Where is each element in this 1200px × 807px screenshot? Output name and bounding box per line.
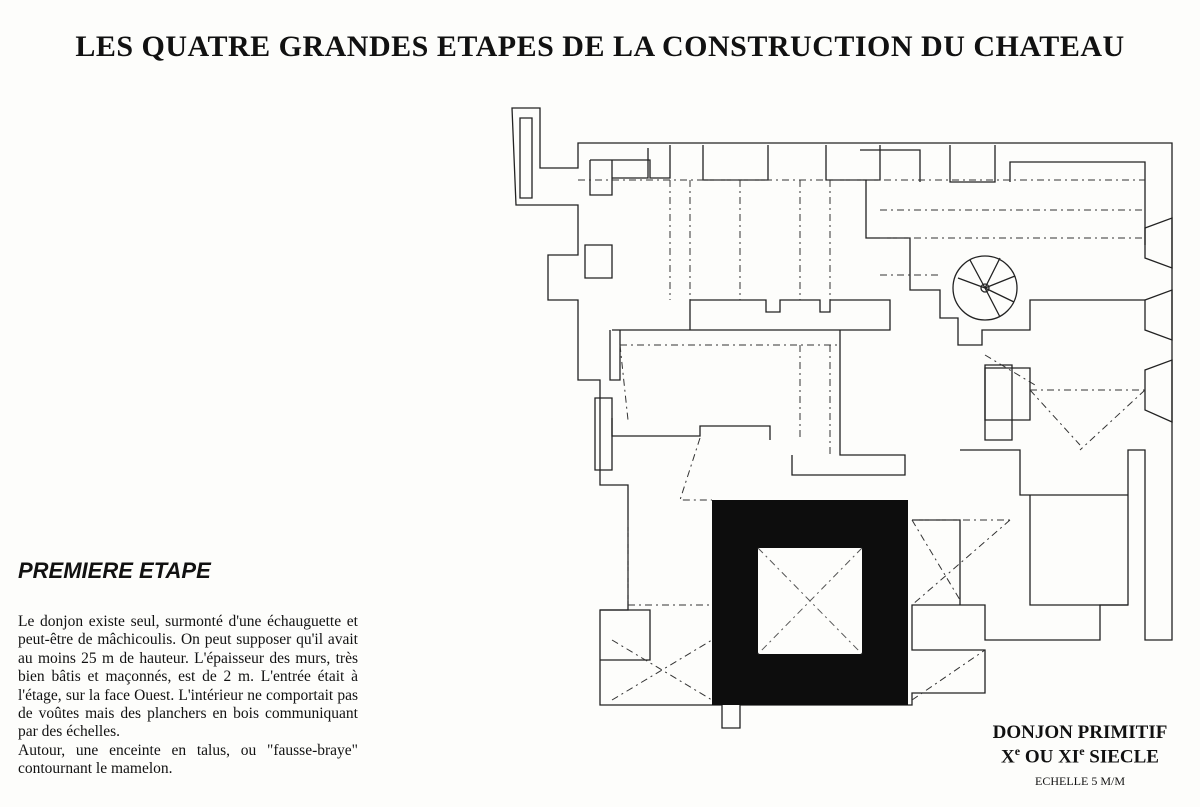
spiral-staircase (953, 256, 1017, 320)
plan-caption-period (975, 744, 1185, 768)
period-superscript: e (1079, 744, 1085, 758)
period-text: OU XI (1020, 746, 1080, 768)
description-paragraph: Autour, une enceinte en talus, ou "fausse-braye" contournant le mamelon. (18, 741, 358, 778)
dashed-lines (578, 180, 1145, 700)
period-superscript: e (1014, 744, 1021, 758)
page-title: LES QUATRE GRANDES ETAPES DE LA CONSTRUCTION DU CHATEAU (75, 30, 1125, 63)
plan-caption-title: DONJON PRIMITIF (992, 722, 1168, 743)
section-heading: PREMIERE ETAPE (18, 558, 211, 583)
description-paragraph: Le donjon existe seul, surmonté d'une échauguette et peut-être de mâchicoulis. On peut supposer qu'il avait au moins 25 m de hauteur. L'épaisseur des murs, très bien bâtis et maçonnés, est de 2 m. L'entrée était à l'étage, sur la face Ouest. L'intérieur ne comportait pas de voûtes mais des planchers en bois communiquant par des échelles. (18, 613, 358, 741)
outer-walls (512, 108, 1172, 728)
plan-scale: ECHELLE 5 M/M (1035, 774, 1125, 788)
description-text (18, 613, 358, 779)
period-text: X (1001, 746, 1015, 768)
donjon-keep (712, 500, 908, 705)
period-text: SIECLE (1084, 746, 1159, 768)
